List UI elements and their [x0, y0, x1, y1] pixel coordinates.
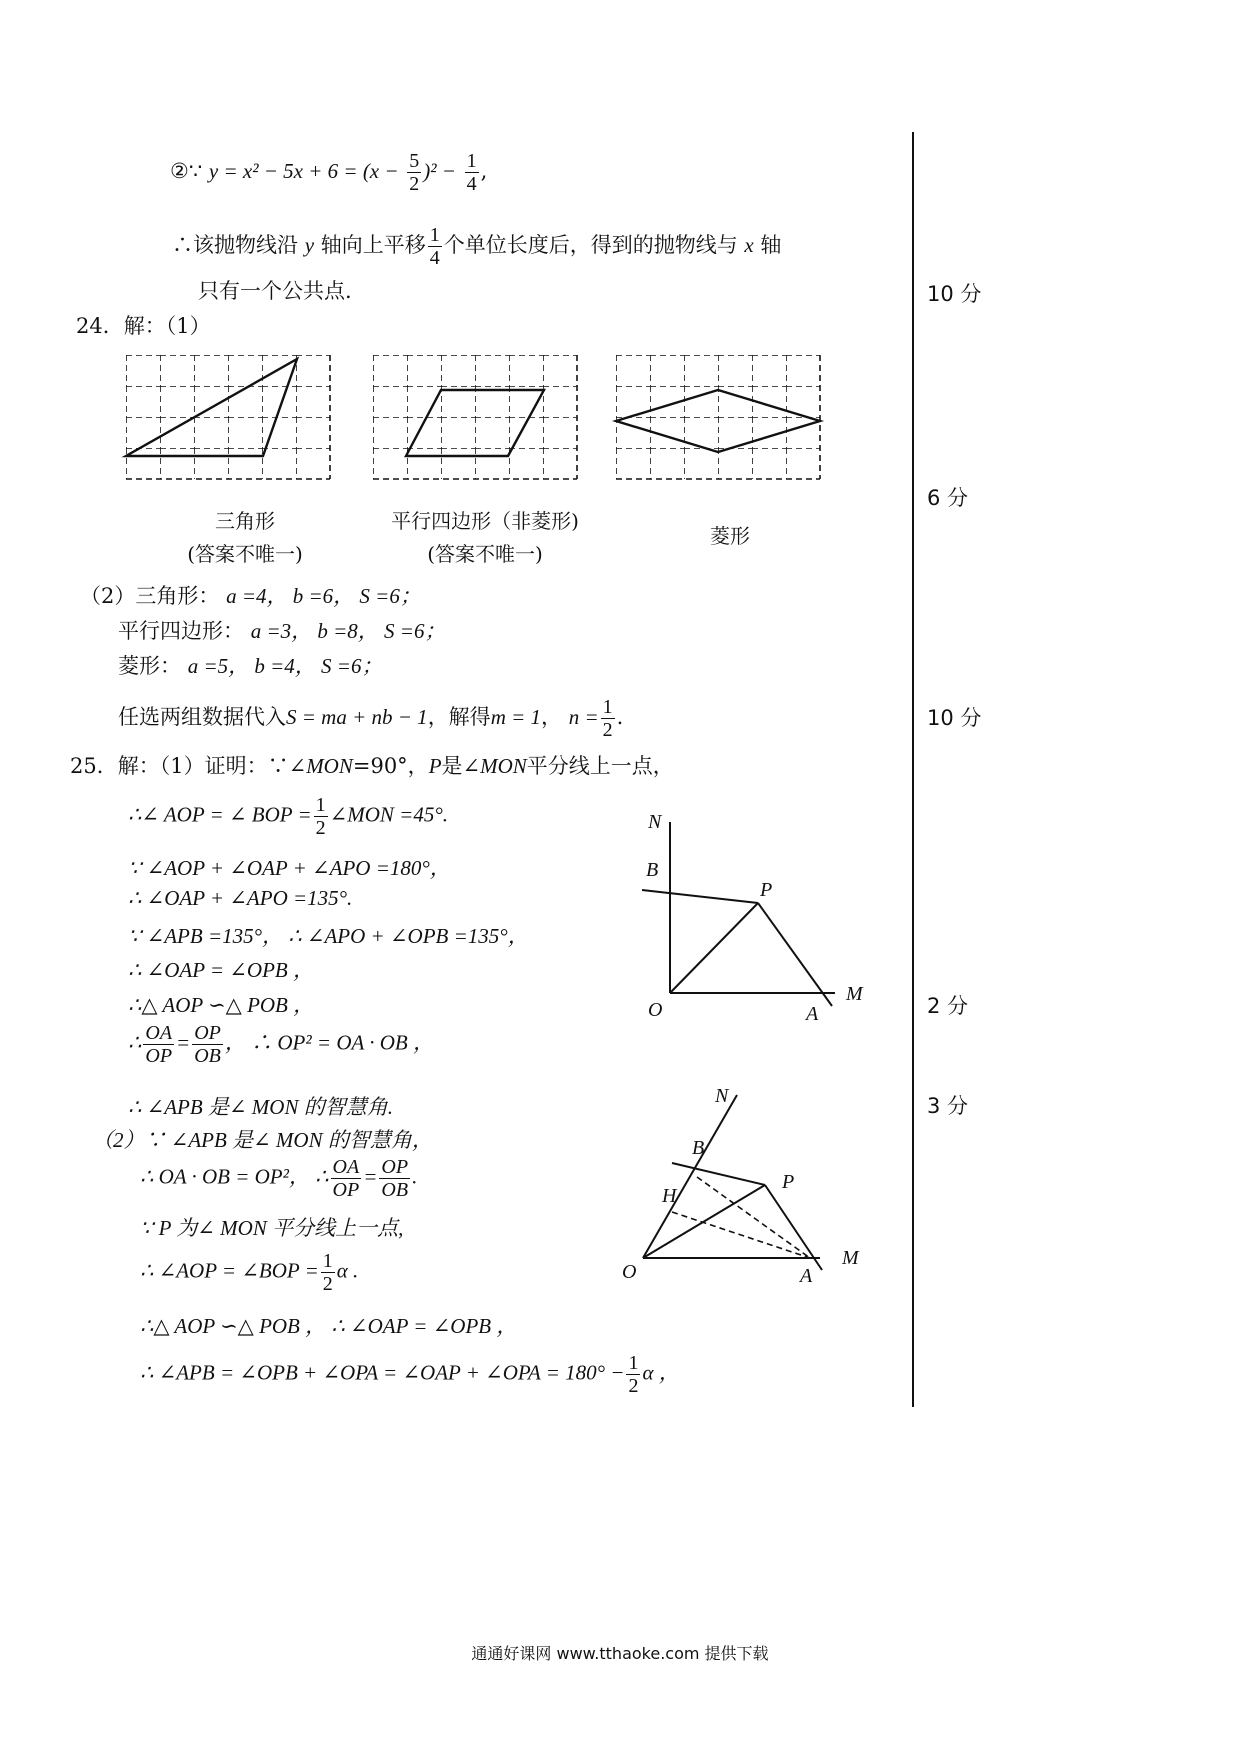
page-footer: 通通好课网 www.tthaoke.com 提供下载 — [471, 1644, 769, 1663]
caption-rhombus: 菱形 — [710, 524, 750, 548]
q25-figure1 — [620, 810, 880, 1030]
caption-triangle-note: (答案不唯一) — [187, 542, 303, 566]
q25-part2-line6: ∴ ∠APB = ∠OPB + ∠OPA = ∠OAP + ∠OPA = 180° − $\frac{1}{2}$ α ， — [140, 1352, 680, 1397]
q25-heading: 25．解：（1）证明：∵∠MON=90°，P是∠MON平分线上一点， — [70, 754, 674, 778]
fig1-label-P: P — [760, 879, 773, 901]
q25-line4: ∵ ∠APB =135°， ∴ ∠APO + ∠OPB =135°， — [128, 924, 529, 948]
fig2-label-M: M — [842, 1247, 859, 1269]
fig2-label-N: N — [715, 1085, 729, 1107]
q24-heading: 24．解：（1） — [76, 314, 211, 338]
score-q24-part1: 6 分 — [927, 486, 969, 510]
fig2-label-A: A — [800, 1265, 813, 1287]
q23-equation-line: ②∵ y = x² − 5x + 6 = (x − $\frac{5}{2}$ )² − $\frac{1}{4}$ , — [170, 150, 488, 195]
q25-part2-line5: ∴△ AOP ∽△ POB ， ∴ ∠OAP = ∠OPB ， — [140, 1314, 518, 1338]
q24-grid-figures — [120, 350, 840, 500]
q24-part2-rhombus: 菱形： a =5， b =4， S =6； — [118, 654, 383, 678]
grid-parallelogram — [373, 355, 577, 479]
q25-line1: ∴∠ AOP = ∠ BOP = $\frac{1}{2}$ ∠MON =45°. — [128, 794, 448, 839]
q25-figure2 — [610, 1080, 880, 1300]
caption-parallelogram: 平行四边形（非菱形) — [391, 509, 579, 533]
fig1-label-B: B — [646, 859, 659, 881]
q23-conclusion-line2: 只有一个公共点. — [198, 279, 352, 303]
fig2-label-H: H — [662, 1185, 677, 1207]
q24-part2-solve: 任选两组数据代入S = ma + nb − 1，解得m = 1， n = $\frac{1}{2}$ . — [118, 696, 624, 741]
q25-line6: ∴△ AOP ∽△ POB ， — [128, 993, 315, 1017]
q23-conclusion-line: ∴该抛物线沿 y 轴向上平移 $\frac{1}{4}$ 个单位长度后，得到的抛物线与 x 轴 — [172, 224, 782, 269]
score-q23: 10 分 — [927, 282, 982, 306]
grid-rhombus — [616, 355, 820, 479]
q24-part2-parallelogram: 平行四边形： a =3， b =8， S =6； — [118, 619, 446, 643]
q25-line2: ∵ ∠AOP + ∠OAP + ∠APO =180°， — [128, 856, 451, 880]
fig1-label-M: M — [846, 983, 863, 1005]
q25-line5: ∴ ∠OAP = ∠OPB ， — [128, 958, 314, 982]
score-q24-part2: 10 分 — [927, 706, 982, 730]
score-margin-line — [912, 132, 914, 1407]
caption-triangle: 三角形 — [215, 509, 275, 533]
q25-part2-line3: ∵ P 为∠ MON 平分线上一点, — [140, 1216, 404, 1240]
score-q25-step2: 3 分 — [927, 1094, 969, 1118]
fig2-label-O: O — [622, 1261, 637, 1283]
fig1-label-A: A — [806, 1003, 819, 1025]
score-q25-step1: 2 分 — [927, 994, 969, 1018]
caption-parallelogram-note: (答案不唯一) — [427, 542, 543, 566]
q25-part2-line4: ∴ ∠AOP = ∠BOP = $\frac{1}{2}$ α . — [140, 1250, 359, 1295]
q25-line7: ∴ $\frac{OA}{OP}$ = $\frac{OP}{OB}$ ， ∴ OP² = OA · OB ， — [128, 1022, 434, 1067]
fig1-label-O: O — [648, 999, 663, 1021]
q25-line8: ∴ ∠APB 是∠ MON 的智慧角. — [128, 1095, 393, 1119]
q25-part2-line1: （2）∵ ∠APB 是∠ MON 的智慧角， — [92, 1128, 433, 1152]
grid-triangle — [126, 355, 330, 479]
q25-line3: ∴ ∠OAP + ∠APO =135°. — [128, 886, 353, 910]
fig1-label-N: N — [648, 811, 662, 833]
q24-part2-triangle: （2）三角形： a =4， b =6， S =6； — [80, 584, 421, 608]
q25-part2-line2: ∴ OA · OB = OP²， ∴ $\frac{OA}{OP}$ = $\frac{OP}{OB}$ . — [140, 1156, 418, 1201]
fig2-label-B: B — [692, 1137, 705, 1159]
fig2-label-P: P — [782, 1171, 795, 1193]
